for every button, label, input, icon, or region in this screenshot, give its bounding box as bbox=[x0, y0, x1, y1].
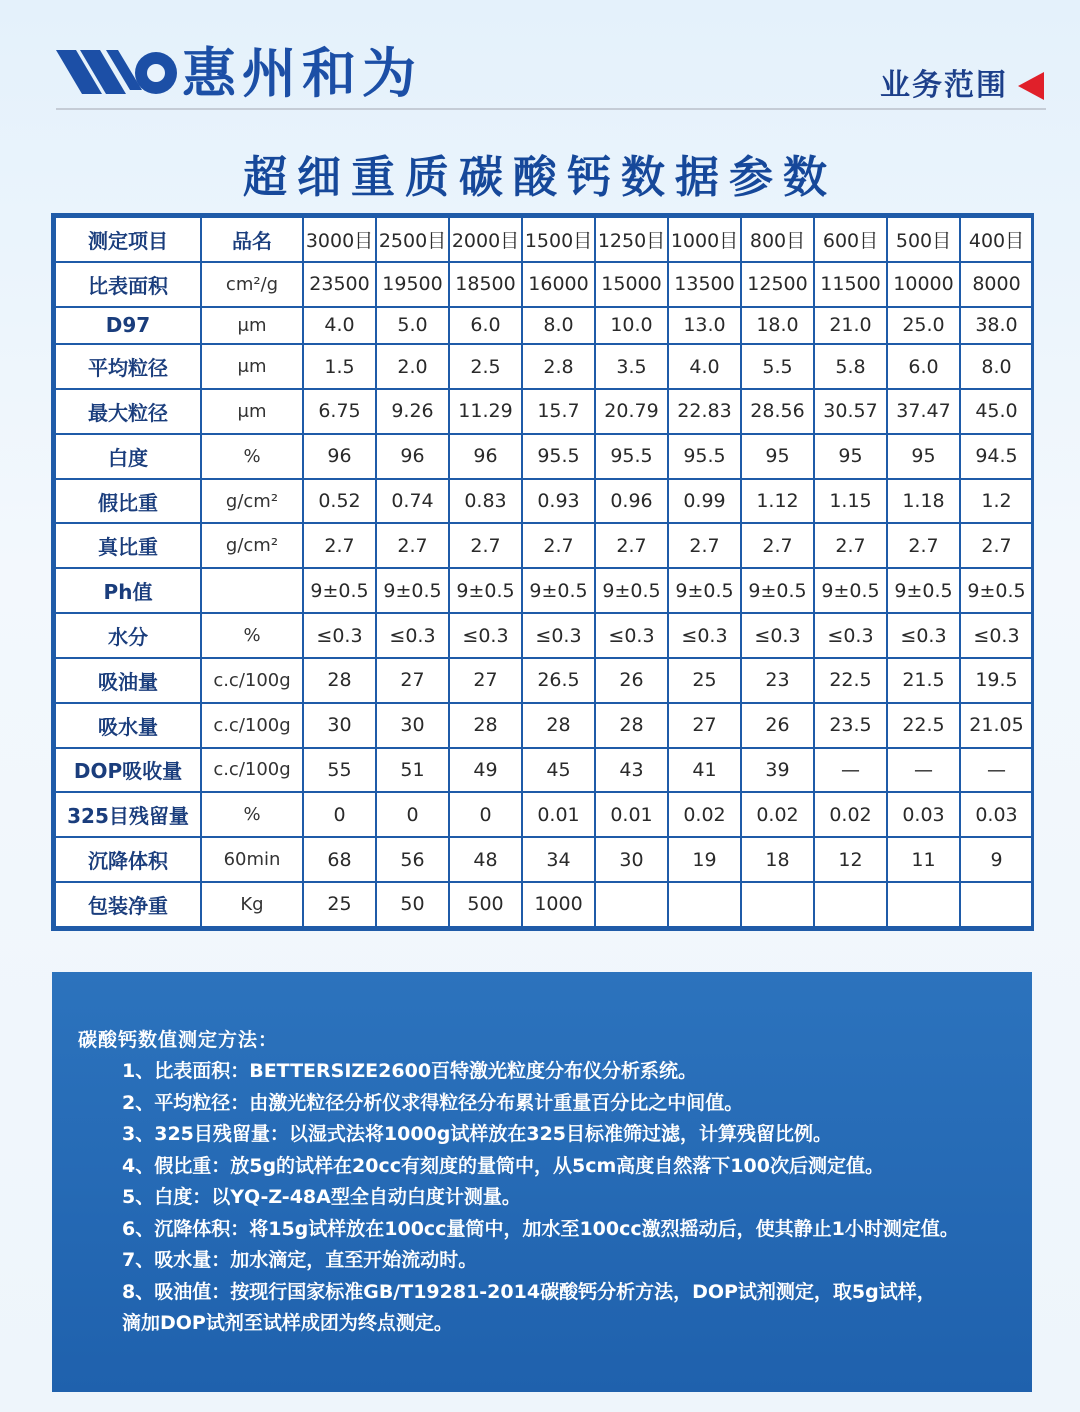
value-cell: 94.5 bbox=[960, 434, 1033, 479]
table-row bbox=[55, 792, 1033, 837]
value-cell: 39 bbox=[741, 748, 814, 793]
value-cell: 9±0.5 bbox=[303, 568, 376, 613]
value-cell: 2.7 bbox=[522, 523, 595, 568]
value-cell: 6.0 bbox=[449, 307, 522, 345]
value-cell: 0.99 bbox=[668, 479, 741, 524]
company-logo-icon bbox=[56, 40, 180, 106]
row-unit: g/cm² bbox=[201, 479, 303, 524]
value-cell: 56 bbox=[376, 837, 449, 882]
value-cell: ≤0.3 bbox=[449, 613, 522, 658]
row-unit: μm bbox=[201, 344, 303, 389]
value-cell: 0.52 bbox=[303, 479, 376, 524]
row-label: D97 bbox=[55, 307, 201, 345]
table-row bbox=[55, 568, 1033, 613]
row-unit: c.c/100g bbox=[201, 658, 303, 703]
value-cell: 96 bbox=[303, 434, 376, 479]
value-cell: 28 bbox=[595, 703, 668, 748]
value-cell: 25 bbox=[303, 882, 376, 927]
value-cell: 0 bbox=[303, 792, 376, 837]
value-cell: 12500 bbox=[741, 262, 814, 307]
row-label: 最大粒径 bbox=[55, 389, 201, 434]
value-cell: 9±0.5 bbox=[449, 568, 522, 613]
header-divider bbox=[56, 108, 1046, 110]
value-cell: 45 bbox=[522, 748, 595, 793]
value-cell: 0.02 bbox=[741, 792, 814, 837]
value-cell: 26 bbox=[595, 658, 668, 703]
value-cell bbox=[668, 882, 741, 927]
value-cell: 21.05 bbox=[960, 703, 1033, 748]
value-cell: 1.2 bbox=[960, 479, 1033, 524]
value-cell: 21.5 bbox=[887, 658, 960, 703]
page-title: 超细重质碳酸钙数据参数 bbox=[243, 152, 837, 203]
value-cell: 2.7 bbox=[668, 523, 741, 568]
value-cell: 95.5 bbox=[595, 434, 668, 479]
value-cell: 95 bbox=[814, 434, 887, 479]
value-cell: 21.0 bbox=[814, 307, 887, 345]
value-cell: 2.8 bbox=[522, 344, 595, 389]
row-unit: 60min bbox=[201, 837, 303, 882]
table-row bbox=[55, 703, 1033, 748]
value-cell: 0.74 bbox=[376, 479, 449, 524]
value-cell: 0.96 bbox=[595, 479, 668, 524]
value-cell: 0.01 bbox=[522, 792, 595, 837]
table-row bbox=[55, 307, 1033, 345]
row-unit: cm²/g bbox=[201, 262, 303, 307]
row-label: 平均粒径 bbox=[55, 344, 201, 389]
header-cell: 测定项目 bbox=[55, 217, 201, 262]
value-cell: 11 bbox=[887, 837, 960, 882]
table-row bbox=[55, 523, 1033, 568]
row-unit: μm bbox=[201, 307, 303, 345]
header-cell: 3000目 bbox=[303, 217, 376, 262]
value-cell: 96 bbox=[376, 434, 449, 479]
value-cell: 95 bbox=[741, 434, 814, 479]
row-label: 325目残留量 bbox=[55, 792, 201, 837]
value-cell: 11.29 bbox=[449, 389, 522, 434]
value-cell: 1.18 bbox=[887, 479, 960, 524]
value-cell: 10.0 bbox=[595, 307, 668, 345]
value-cell: 27 bbox=[668, 703, 741, 748]
value-cell: 1.15 bbox=[814, 479, 887, 524]
value-cell: 55 bbox=[303, 748, 376, 793]
value-cell: ≤0.3 bbox=[303, 613, 376, 658]
value-cell: 13.0 bbox=[668, 307, 741, 345]
value-cell bbox=[887, 882, 960, 927]
value-cell: 25 bbox=[668, 658, 741, 703]
row-label: DOP吸收量 bbox=[55, 748, 201, 793]
note-item: 6、沉降体积：将15g试样放在100cc量筒中，加水至100cc激烈摇动后，使其静止1小时测定值。 bbox=[122, 1217, 959, 1240]
table-row bbox=[55, 479, 1033, 524]
value-cell: ≤0.3 bbox=[595, 613, 668, 658]
value-cell: 37.47 bbox=[887, 389, 960, 434]
value-cell: 23.5 bbox=[814, 703, 887, 748]
value-cell: 2.7 bbox=[887, 523, 960, 568]
value-cell: 9.26 bbox=[376, 389, 449, 434]
value-cell bbox=[741, 882, 814, 927]
note-item: 4、假比重：放5g的试样在20cc有刻度的量筒中，从5cm高度自然落下100次后测定值。 bbox=[122, 1154, 884, 1177]
value-cell: 0.02 bbox=[814, 792, 887, 837]
value-cell: 1000 bbox=[522, 882, 595, 927]
value-cell: — bbox=[960, 748, 1033, 793]
value-cell: 2.0 bbox=[376, 344, 449, 389]
value-cell: ≤0.3 bbox=[887, 613, 960, 658]
table-row bbox=[55, 882, 1033, 927]
value-cell: 51 bbox=[376, 748, 449, 793]
value-cell: 28.56 bbox=[741, 389, 814, 434]
value-cell: 6.75 bbox=[303, 389, 376, 434]
row-label: 白度 bbox=[55, 434, 201, 479]
value-cell: 50 bbox=[376, 882, 449, 927]
header-cell: 1500目 bbox=[522, 217, 595, 262]
value-cell: 8.0 bbox=[522, 307, 595, 345]
value-cell: 2.7 bbox=[814, 523, 887, 568]
value-cell bbox=[960, 882, 1033, 927]
value-cell: 28 bbox=[522, 703, 595, 748]
value-cell: 27 bbox=[449, 658, 522, 703]
value-cell: 20.79 bbox=[595, 389, 668, 434]
table-row bbox=[55, 434, 1033, 479]
value-cell bbox=[814, 882, 887, 927]
value-cell: 2.7 bbox=[960, 523, 1033, 568]
value-cell: 19500 bbox=[376, 262, 449, 307]
value-cell: 16000 bbox=[522, 262, 595, 307]
row-unit bbox=[201, 568, 303, 613]
value-cell: 8.0 bbox=[960, 344, 1033, 389]
value-cell: 2.7 bbox=[449, 523, 522, 568]
header-cell: 800目 bbox=[741, 217, 814, 262]
value-cell: — bbox=[887, 748, 960, 793]
value-cell bbox=[595, 882, 668, 927]
value-cell: 6.0 bbox=[887, 344, 960, 389]
section-label[interactable]: 业务范围 bbox=[880, 68, 1008, 103]
header-cell: 2500目 bbox=[376, 217, 449, 262]
value-cell: 0.03 bbox=[887, 792, 960, 837]
row-unit: μm bbox=[201, 389, 303, 434]
value-cell: ≤0.3 bbox=[668, 613, 741, 658]
value-cell: 1.5 bbox=[303, 344, 376, 389]
table-row bbox=[55, 389, 1033, 434]
note-item: 5、白度：以YQ-Z-48A型全自动白度计测量。 bbox=[122, 1186, 521, 1208]
row-unit: c.c/100g bbox=[201, 748, 303, 793]
value-cell: 10000 bbox=[887, 262, 960, 307]
value-cell: 2.7 bbox=[303, 523, 376, 568]
row-unit: % bbox=[201, 792, 303, 837]
value-cell: 19 bbox=[668, 837, 741, 882]
value-cell: 11500 bbox=[814, 262, 887, 307]
row-label: 假比重 bbox=[55, 479, 201, 524]
value-cell: 9±0.5 bbox=[668, 568, 741, 613]
value-cell: 0 bbox=[376, 792, 449, 837]
value-cell: 500 bbox=[449, 882, 522, 927]
value-cell: 0.03 bbox=[960, 792, 1033, 837]
value-cell: 12 bbox=[814, 837, 887, 882]
value-cell: 22.83 bbox=[668, 389, 741, 434]
value-cell: 22.5 bbox=[814, 658, 887, 703]
value-cell: ≤0.3 bbox=[376, 613, 449, 658]
value-cell: 0.83 bbox=[449, 479, 522, 524]
table-row bbox=[55, 658, 1033, 703]
value-cell: 9±0.5 bbox=[741, 568, 814, 613]
value-cell: 5.0 bbox=[376, 307, 449, 345]
table-row bbox=[55, 837, 1033, 882]
table-row bbox=[55, 262, 1033, 307]
value-cell: 34 bbox=[522, 837, 595, 882]
value-cell: 26.5 bbox=[522, 658, 595, 703]
value-cell: ≤0.3 bbox=[814, 613, 887, 658]
header-cell: 1000目 bbox=[668, 217, 741, 262]
value-cell: ≤0.3 bbox=[741, 613, 814, 658]
value-cell: 9±0.5 bbox=[522, 568, 595, 613]
header-cell: 600目 bbox=[814, 217, 887, 262]
spec-table bbox=[51, 213, 1034, 931]
row-label: 包装净重 bbox=[55, 882, 201, 927]
value-cell: ≤0.3 bbox=[522, 613, 595, 658]
value-cell: 95.5 bbox=[522, 434, 595, 479]
row-label: Ph值 bbox=[55, 568, 201, 613]
row-label: 水分 bbox=[55, 613, 201, 658]
value-cell: 5.5 bbox=[741, 344, 814, 389]
row-unit: g/cm² bbox=[201, 523, 303, 568]
value-cell: 13500 bbox=[668, 262, 741, 307]
row-label: 沉降体积 bbox=[55, 837, 201, 882]
value-cell: 2.5 bbox=[449, 344, 522, 389]
value-cell: 30 bbox=[376, 703, 449, 748]
value-cell: 2.7 bbox=[376, 523, 449, 568]
note-item: 7、吸水量：加水滴定，直至开始流动时。 bbox=[122, 1249, 478, 1271]
value-cell: 0.93 bbox=[522, 479, 595, 524]
notes-list bbox=[78, 1056, 1006, 1308]
value-cell: 4.0 bbox=[303, 307, 376, 345]
row-label: 真比重 bbox=[55, 523, 201, 568]
header-cell: 2000目 bbox=[449, 217, 522, 262]
value-cell: 48 bbox=[449, 837, 522, 882]
value-cell: 9±0.5 bbox=[595, 568, 668, 613]
value-cell: 15.7 bbox=[522, 389, 595, 434]
value-cell: 95 bbox=[887, 434, 960, 479]
value-cell: 41 bbox=[668, 748, 741, 793]
triangle-left-icon bbox=[1018, 72, 1044, 100]
row-unit: c.c/100g bbox=[201, 703, 303, 748]
table-row bbox=[55, 344, 1033, 389]
value-cell: 9±0.5 bbox=[376, 568, 449, 613]
value-cell: 30.57 bbox=[814, 389, 887, 434]
value-cell: 19.5 bbox=[960, 658, 1033, 703]
value-cell: 18500 bbox=[449, 262, 522, 307]
header-cell: 1250目 bbox=[595, 217, 668, 262]
value-cell: 28 bbox=[303, 658, 376, 703]
header-cell: 品名 bbox=[201, 217, 303, 262]
table-row bbox=[55, 613, 1033, 658]
notes-heading: 碳酸钙数值测定方法： bbox=[78, 1029, 279, 1051]
value-cell: 43 bbox=[595, 748, 668, 793]
value-cell: — bbox=[814, 748, 887, 793]
value-cell: 2.7 bbox=[741, 523, 814, 568]
row-unit: Kg bbox=[201, 882, 303, 927]
value-cell: 49 bbox=[449, 748, 522, 793]
value-cell: 9±0.5 bbox=[887, 568, 960, 613]
value-cell: 22.5 bbox=[887, 703, 960, 748]
value-cell: 23 bbox=[741, 658, 814, 703]
value-cell: 18.0 bbox=[741, 307, 814, 345]
note-continuation: 滴加DOP试剂至试样成团为终点测定。 bbox=[122, 1312, 453, 1334]
brand-name: 惠州和为 bbox=[182, 42, 422, 105]
note-item: 1、比表面积：BETTERSIZE2600百特激光粒度分布仪分析系统。 bbox=[122, 1060, 698, 1082]
value-cell: 0.02 bbox=[668, 792, 741, 837]
value-cell: 25.0 bbox=[887, 307, 960, 345]
value-cell: 28 bbox=[449, 703, 522, 748]
value-cell: 9 bbox=[960, 837, 1033, 882]
value-cell: 5.8 bbox=[814, 344, 887, 389]
row-label: 吸油量 bbox=[55, 658, 201, 703]
note-item: 2、平均粒径：由激光粒径分析仪求得粒径分布累计重量百分比之中间值。 bbox=[122, 1091, 744, 1114]
value-cell: 68 bbox=[303, 837, 376, 882]
row-label: 吸水量 bbox=[55, 703, 201, 748]
row-unit: % bbox=[201, 434, 303, 479]
value-cell: 26 bbox=[741, 703, 814, 748]
table-header-row bbox=[55, 217, 1033, 262]
value-cell: 3.5 bbox=[595, 344, 668, 389]
note-item: 8、吸油值：按现行国家标准GB/T19281-2014碳酸钙分析方法，DOP试剂测定，取5g试样， bbox=[122, 1280, 936, 1303]
header-cell: 500目 bbox=[887, 217, 960, 262]
value-cell: 0.01 bbox=[595, 792, 668, 837]
value-cell: 18 bbox=[741, 837, 814, 882]
value-cell: 9±0.5 bbox=[814, 568, 887, 613]
value-cell: 95.5 bbox=[668, 434, 741, 479]
table-row bbox=[55, 748, 1033, 793]
value-cell: 30 bbox=[595, 837, 668, 882]
value-cell: 30 bbox=[303, 703, 376, 748]
value-cell: ≤0.3 bbox=[960, 613, 1033, 658]
value-cell: 2.7 bbox=[595, 523, 668, 568]
value-cell: 23500 bbox=[303, 262, 376, 307]
value-cell: 1.12 bbox=[741, 479, 814, 524]
row-unit: % bbox=[201, 613, 303, 658]
value-cell: 9±0.5 bbox=[960, 568, 1033, 613]
value-cell: 15000 bbox=[595, 262, 668, 307]
value-cell: 45.0 bbox=[960, 389, 1033, 434]
value-cell: 38.0 bbox=[960, 307, 1033, 345]
header-cell: 400目 bbox=[960, 217, 1033, 262]
value-cell: 8000 bbox=[960, 262, 1033, 307]
value-cell: 96 bbox=[449, 434, 522, 479]
value-cell: 4.0 bbox=[668, 344, 741, 389]
test-methods-panel bbox=[52, 972, 1032, 1392]
value-cell: 27 bbox=[376, 658, 449, 703]
row-label: 比表面积 bbox=[55, 262, 201, 307]
note-item: 3、325目残留量：以湿式法将1000g试样放在325目标准筛过滤，计算残留比例。 bbox=[122, 1123, 833, 1145]
value-cell: 0 bbox=[449, 792, 522, 837]
